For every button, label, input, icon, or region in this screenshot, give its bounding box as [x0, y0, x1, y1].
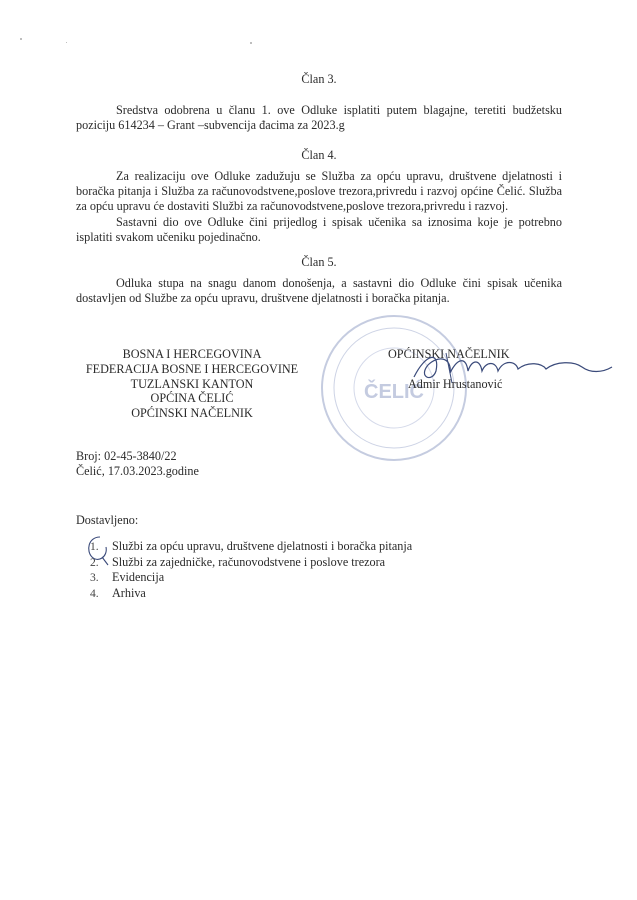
article-4-heading: Član 4. — [301, 148, 337, 162]
article-5-paragraph: Odluka stupa na snagu danom donošenja, a sastavni dio Odluke čini spisak učenika dostavljen od Službe za opću upravu, društvene djelatnosti i boračka pitanja. — [76, 276, 562, 306]
list-item-text: Evidencija — [112, 570, 165, 585]
article-4-text — [76, 169, 562, 245]
scan-speck — [66, 42, 67, 43]
article-3-text — [76, 103, 562, 133]
header-line-federation: FEDERACIJA BOSNE I HERCEGOVINE — [85, 361, 299, 376]
reference-place-date: Čelić, 17.03.2023.godine — [76, 464, 199, 478]
article-3-heading: Član 3. — [301, 72, 337, 86]
municipality-header — [76, 347, 308, 421]
list-item — [90, 555, 412, 571]
scan-speck — [250, 42, 252, 44]
article-4-paragraph-2: Sastavni dio ove Odluke čini prijedlog i spisak učenika sa iznosima koje je potrebno isplatiti svakom učeniku pojedinačno. — [76, 214, 562, 244]
list-item — [90, 586, 412, 602]
article-3-paragraph: Sredstva odobrena u članu 1. ove Odluke isplatiti putem blagajne, teretiti budžetsku poziciju 614234 – Grant –subvencija đacima za 2023.g — [76, 103, 562, 133]
list-item-text: Arhiva — [112, 585, 146, 600]
reference-number: Broj: 02-45-3840/22 — [76, 449, 177, 463]
header-line-country: BOSNA I HERCEGOVINA — [122, 347, 262, 361]
article-4-paragraph-1: Za realizaciju ove Odluke zadužuju se Služba za opću upravu, društvene djelatnosti i boračka pitanja i Služba za računovodstvene,poslove trezora,privredu i razvoj općine Čelić. Služba za opću upravu će dostaviti Službi za računovodstvene,poslove trezora,privredu i razvoj. — [76, 169, 562, 214]
list-item — [90, 539, 412, 555]
handwritten-signature — [406, 347, 626, 387]
list-item-number: 4. — [90, 586, 99, 600]
stamp-text: ČELIĆ — [364, 381, 424, 403]
signature-name: Admir Hrustanović — [408, 377, 503, 391]
article-5-heading: Član 5. — [301, 255, 337, 269]
handwritten-check-mark — [82, 533, 122, 569]
signature-block — [388, 347, 628, 397]
distribution-list — [90, 539, 412, 601]
list-item-number: 1. — [90, 540, 99, 553]
list-item-text: Službi za opću upravu, društvene djelatnosti i boračka pitanja — [112, 539, 413, 553]
article-5-text — [76, 276, 562, 306]
header-line-canton: TUZLANSKI KANTON — [130, 376, 254, 391]
header-line-office: OPĆINSKI NAČELNIK — [131, 406, 253, 421]
distribution-label: Dostavljeno: — [76, 513, 139, 527]
list-item — [90, 570, 412, 586]
list-item-number: 2. — [90, 555, 99, 569]
header-line-municipality: OPĆINA ČELIĆ — [150, 391, 234, 406]
scan-speck — [20, 38, 22, 40]
signature-title: OPĆINSKI NAČELNIK — [388, 347, 510, 361]
list-item-text: Službi za zajedničke, računovodstvene i poslove trezora — [112, 554, 386, 569]
list-item-number: 3. — [90, 571, 99, 585]
